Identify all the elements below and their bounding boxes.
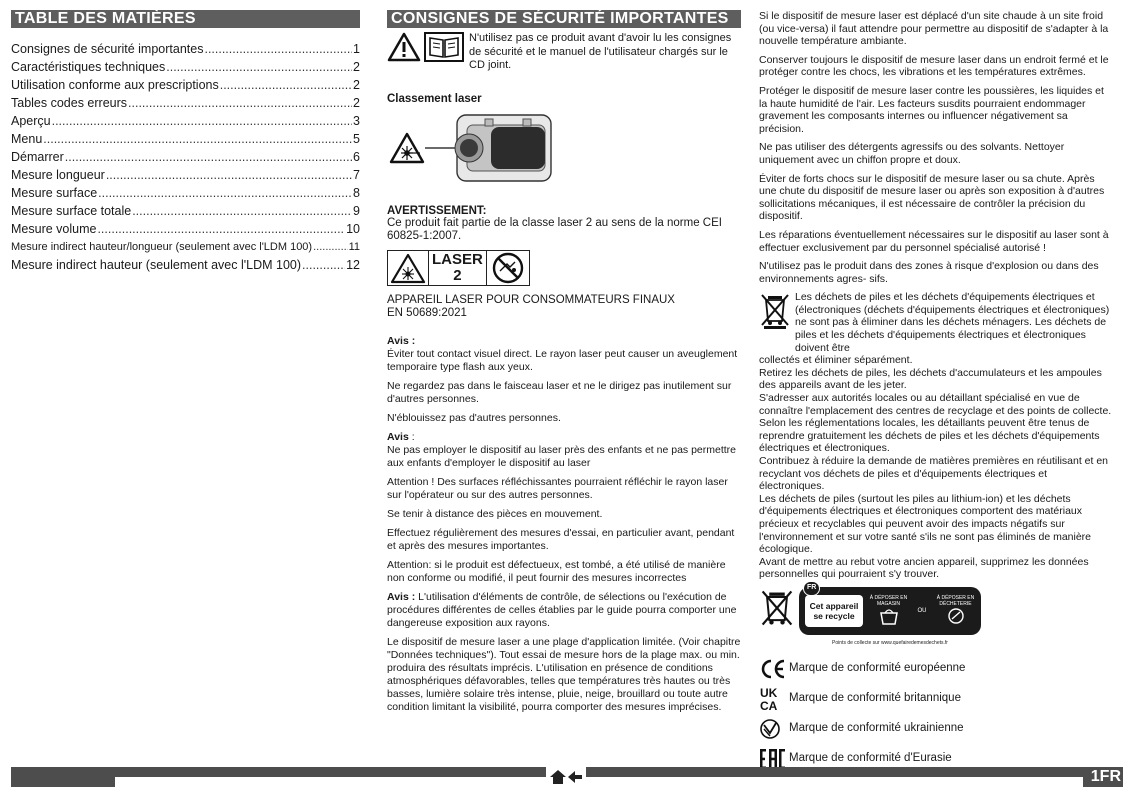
mark-ce bbox=[759, 654, 1112, 684]
decheterie-icon bbox=[946, 607, 966, 625]
toc-item[interactable]: Mesure indirect hauteur/longueur (seulement avec l'LDM 100) ..... 11 bbox=[11, 238, 360, 256]
toc-item[interactable]: Mesure surface ..... 8 bbox=[11, 184, 360, 202]
note-para: Protéger le dispositif de mesure laser contre les poussières, les liquides et la haute humidité de l'air. Les facteurs susdits pourraient endommager gravement les composants internes ou influencer négativement sa précision. bbox=[759, 84, 1104, 135]
avis2-para: Attention ! Des surfaces réfléchissantes pourraient réfléchir le rayon laser sur l'opérateur ou sur des autres personnes. bbox=[387, 475, 728, 501]
svg-text:UK: UK bbox=[760, 685, 778, 700]
weee-para: Les déchets de piles (surtout les piles au lithium-ion) et les déchets d'équipements électriques et électroniques comportent des matériaux précieux et recyclables qui peuvent avoir des impacts négatifs sur l'environnement et sur votre santé s'ils ne sont pas éliminés de manière écologique. bbox=[759, 492, 1092, 556]
svg-text:CA: CA bbox=[760, 698, 778, 712]
warning-triangle-icon bbox=[387, 32, 421, 62]
avis1-para: N'éblouissez pas d'autres personnes. bbox=[387, 411, 561, 424]
back-arrow-icon[interactable] bbox=[567, 769, 583, 785]
laser-warning-icon bbox=[388, 251, 428, 285]
crossed-bin-icon bbox=[759, 587, 795, 629]
toc-item[interactable]: Mesure volume ..... 10 bbox=[11, 220, 360, 238]
toc-item[interactable]: Mesure indirect hauteur (seulement avec l'LDM 100) ..... 12 bbox=[11, 256, 360, 274]
avis1-para: Ne regardez pas dans le faisceau laser et ne le dirigez pas inutilement sur d'autres personnes. bbox=[387, 379, 732, 405]
note-para: Ne pas utiliser des détergents agressifs ou des solvants. Nettoyer uniquement avec un chiffon propre et doux. bbox=[759, 141, 1065, 166]
limite-para: Le dispositif de mesure laser a une plage d'application limitée. (Voir chapitre "Données techniques"). Tout essai de mesure hors de la plage max. ou min. produira des résultats imprécis. L'utilisation en présence de conditions atmosphériques défavorables, telles que températures très hautes ou très basses, lumière solaire très intense, pluie, neige, brouillard ou toute autre condition limitant la visibilité, pourra comporter des mesures imprécises. bbox=[387, 635, 741, 713]
avis1-para: Éviter tout contact visuel direct. Le rayon laser peut causer un aveuglement temporaire type flash aux yeux. bbox=[387, 347, 738, 373]
weee-para: S'adresser aux autorités locales ou au détaillant spécialisé en vue de connaître l'emplacement des centres de recyclage et des points de collecte. bbox=[759, 392, 1112, 417]
toc-item[interactable]: Tables codes erreurs ..... 2 bbox=[11, 94, 360, 112]
notes-column bbox=[759, 10, 1112, 774]
laser-label-class: 2 bbox=[453, 266, 462, 284]
mark-ukca bbox=[759, 684, 1112, 714]
weee-intro: Les déchets de piles et les déchets d'équipements électriques et (électroniques (déchets d'équipements électriques et électroniques) ne sont pas à éliminer dans les déchets ménagers. Les déchets de piles et les déchets d'équipements électriques et électroniques doivent être bbox=[795, 291, 1110, 354]
toc-item[interactable]: Utilisation conforme aux prescriptions ..... 2 bbox=[11, 76, 360, 94]
toc-item[interactable]: Caractéristiques techniques ..... 2 bbox=[11, 58, 360, 76]
weee-cont: collectés et éliminer séparément. bbox=[759, 354, 913, 367]
fr-tag: FR bbox=[803, 581, 820, 596]
page-number: 1FR bbox=[1090, 768, 1121, 785]
conformity-marks bbox=[759, 654, 1112, 774]
safety-title: CONSIGNES DE SÉCURITÉ IMPORTANTES bbox=[387, 10, 741, 28]
note-para: Si le dispositif de mesure laser est déplacé d'un site chaude à un site froid (ou vice-versa) il faut attendre pour permettre au dispositif de s'adapter à la nouvelle température ambiante. bbox=[759, 10, 1109, 48]
laser-class-figure bbox=[389, 113, 741, 183]
footer-nav bbox=[546, 767, 586, 787]
points-collecte: Points de collecte sur www.quefairedemesdechets.fr bbox=[832, 639, 948, 646]
toc-title: TABLE DES MATIÈRES bbox=[11, 10, 360, 28]
mark-label: Marque de conformité britannique bbox=[789, 692, 961, 705]
mark-label: Marque de conformité ukrainienne bbox=[789, 722, 964, 735]
magasin-label: À DÉPOSER EN MAGASIN bbox=[869, 594, 908, 607]
toc-item[interactable]: Démarrer ..... 6 bbox=[11, 148, 360, 166]
laser-label bbox=[387, 250, 741, 286]
avis2-title: Avis bbox=[387, 430, 409, 443]
toc-item[interactable]: Consignes de sécurité importantes ..... 1 bbox=[11, 40, 360, 58]
no-eye-exposure-icon bbox=[487, 251, 529, 285]
safety-column bbox=[387, 10, 741, 720]
home-icon[interactable] bbox=[549, 769, 567, 785]
intro-text: N'utilisez pas ce produit avant d'avoir lu les consignes de sécurité et le manuel de l'utilisateur chargés sur le CD joint. bbox=[469, 32, 732, 71]
recycle-line1: Cet appareil bbox=[809, 600, 859, 611]
ua-mark-icon bbox=[759, 718, 781, 740]
laser-label-word: LASER bbox=[432, 250, 483, 268]
ukca-mark-icon bbox=[759, 686, 785, 712]
ce-mark-icon bbox=[759, 658, 787, 680]
decheterie-label: À DÉPOSER EN DÉCHETERIE bbox=[936, 594, 975, 607]
toc-column bbox=[11, 10, 360, 274]
appareil-text: APPAREIL LASER POUR CONSOMMATEURS FINAUX bbox=[387, 293, 675, 306]
weee-para: Avant de mettre au rebut votre ancien appareil, supprimez les données personnelles qui pourraient s'y trouver. bbox=[759, 555, 1089, 581]
safety-intro bbox=[387, 32, 741, 73]
triman-badge bbox=[799, 583, 981, 635]
weee-para: Contribuez à réduire la demande de matières premières en réutilisant et en recyclant vos déchets de piles et d'équipements électriques et électroniques. bbox=[759, 455, 1109, 493]
note-para: Les réparations éventuellement nécessaires sur le dispositif au laser sont à effectuer exclusivement par du personnel spécialisé autorisé ! bbox=[759, 228, 1109, 254]
toc-item[interactable]: Mesure surface totale ..... 9 bbox=[11, 202, 360, 220]
mark-ua bbox=[759, 714, 1112, 744]
recycle-line2: se recycle bbox=[813, 610, 855, 621]
weee-block bbox=[759, 291, 1112, 354]
toc-item[interactable]: Menu ..... 5 bbox=[11, 130, 360, 148]
recycle-badge bbox=[759, 583, 1112, 650]
avertissement-title: AVERTISSEMENT: bbox=[387, 204, 487, 217]
classement-title: Classement laser bbox=[387, 92, 482, 105]
toc-item[interactable]: Aperçu ..... 3 bbox=[11, 112, 360, 130]
avis3-para: Avis : L'utilisation d'éléments de contrôle, de sélections ou l'exécution de procédures différentes de celles établies par le guide pourra comporter une dangereuse exposition aux rayons. bbox=[387, 590, 737, 629]
avis2-para: Se tenir à distance des pièces en mouvement. bbox=[387, 507, 603, 520]
ou-label: OU bbox=[917, 607, 927, 614]
crossed-bin-icon bbox=[759, 291, 791, 329]
avis2-heading: Avis : bbox=[387, 430, 415, 443]
avis1-title: Avis : bbox=[387, 334, 416, 347]
note-para: Éviter de forts chocs sur le dispositif de mesure laser ou sa chute. Après une chute du dispositif de mesure laser ou après son exposition à d'autres sollicitations mécaniques, il est nécessaire de contrôler la précision du dispositif. bbox=[759, 172, 1105, 223]
weee-para: Retirez les déchets de piles, les déchets d'accumulateurs et les ampoules des appareils avant de les jeter. bbox=[759, 366, 1102, 392]
page-footer bbox=[11, 767, 1123, 787]
norm-text: EN 50689:2021 bbox=[387, 307, 467, 319]
read-manual-icon bbox=[424, 32, 464, 62]
avertissement-text: Ce produit fait partie de la classe laser 2 au sens de la norme CEI 60825-1:2007. bbox=[387, 216, 722, 242]
mark-label: Marque de conformité européenne bbox=[789, 662, 966, 675]
avis2-para: Attention: si le produit est défectueux, est tombé, a été utilisé de manière non conforme ou modifié, il peut fournir des mesures incorrectes bbox=[387, 558, 726, 584]
avis2-para: Ne pas employer le dispositif au laser près des enfants et ne pas permettre aux enfants d'employer le dispositif au laser bbox=[387, 443, 737, 469]
avis2-para: Effectuez régulièrement des mesures d'essai, en particulier avant, pendant et après des mesures importantes. bbox=[387, 526, 735, 552]
laser-warning-icon bbox=[389, 132, 425, 164]
toc-item[interactable]: Mesure longueur ..... 7 bbox=[11, 166, 360, 184]
note-para: N'utilisez pas le produit dans des zones à risque d'explosion ou dans des environnements agres- sifs. bbox=[759, 260, 1099, 285]
mark-label: Marque de conformité d'Eurasie bbox=[789, 752, 952, 765]
shop-icon bbox=[879, 607, 899, 625]
device-laser-aperture-icon bbox=[425, 113, 555, 183]
toc-list bbox=[11, 40, 360, 274]
weee-para: Selon les réglementations locales, les détaillants peuvent être tenus de reprendre gratuitement les déchets de piles et les déchets d'équipements électriques et électroniques. bbox=[759, 417, 1100, 455]
note-para: Conserver toujours le dispositif de mesure laser dans un endroit fermé et le protéger contre les chocs, les vibrations et les températures extrêmes. bbox=[759, 53, 1109, 79]
